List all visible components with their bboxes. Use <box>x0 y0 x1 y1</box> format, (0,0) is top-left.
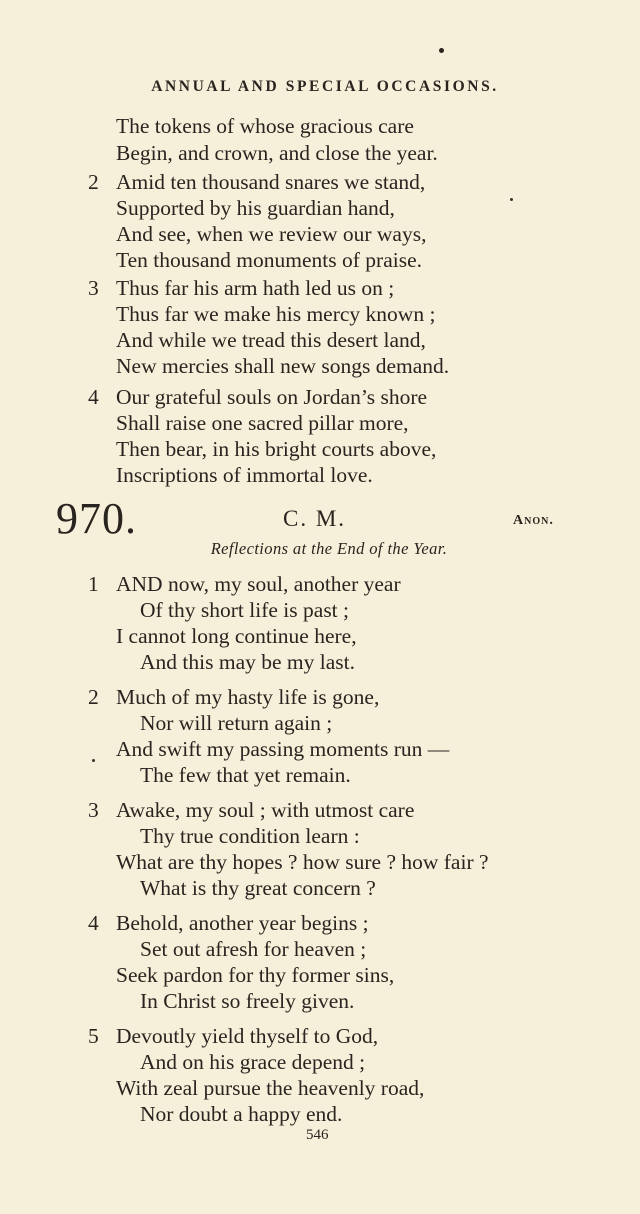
verse-line: Nor doubt a happy end. <box>140 1102 343 1126</box>
hymn-meter: C. M. <box>283 506 347 531</box>
verse-line: And swift my passing moments run — <box>116 737 450 761</box>
verse-line: And on his grace depend ; <box>140 1050 366 1074</box>
verse-line: What is thy great concern ? <box>140 876 376 900</box>
stanza-number: 4 <box>88 385 99 409</box>
verse-line: Thus far his arm hath led us on ; <box>116 276 395 300</box>
verse-line: I cannot long continue here, <box>116 624 357 648</box>
stanza-number: 3 <box>88 276 99 300</box>
verse-line: Much of my hasty life is gone, <box>116 685 380 709</box>
verse-line: And see, when we review our ways, <box>116 222 427 246</box>
verse-line: The tokens of whose gracious care <box>116 114 414 138</box>
verse-line: What are thy hopes ? how sure ? how fair ? <box>116 850 489 874</box>
verse-line: And while we tread this desert land, <box>116 328 426 352</box>
verse-line: New mercies shall new songs demand. <box>116 354 450 378</box>
stanza-number: 4 <box>88 911 99 935</box>
ink-dot <box>439 48 444 53</box>
verse-line: And this may be my last. <box>140 650 355 674</box>
hymn-title: Reflections at the End of the Year. <box>210 539 448 558</box>
ink-speck <box>510 198 513 201</box>
verse-line: Nor will return again ; <box>140 711 333 735</box>
verse-line: In Christ so freely given. <box>140 989 355 1013</box>
verse-line: Thus far we make his mercy known ; <box>116 302 436 326</box>
verse-line: Then bear, in his bright courts above, <box>116 437 437 461</box>
verse-line: Our grateful souls on Jordan’s shore <box>116 385 428 409</box>
verse-line: Set out afresh for heaven ; <box>140 937 367 961</box>
verse-line: The few that yet remain. <box>140 763 351 787</box>
verse-line: Behold, another year begins ; <box>116 911 369 935</box>
stanza-number: 1 <box>88 572 99 596</box>
verse-line: Shall raise one sacred pillar more, <box>116 411 409 435</box>
verse-line: Awake, my soul ; with utmost care <box>116 798 415 822</box>
ink-speck <box>92 759 95 762</box>
stanza-number: 2 <box>88 685 99 709</box>
running-header: ANNUAL AND SPECIAL OCCASIONS. <box>151 78 499 95</box>
verse-line: Devoutly yield thyself to God, <box>116 1024 379 1048</box>
verse-line: Begin, and crown, and close the year. <box>116 141 438 165</box>
stanza-number: 2 <box>88 170 99 194</box>
verse-line: Seek pardon for thy former sins, <box>116 963 395 987</box>
stanza-number: 5 <box>88 1024 99 1048</box>
page-number: 546 <box>306 1127 329 1143</box>
verse-line: Ten thousand monuments of praise. <box>116 248 423 272</box>
verse-line: Amid ten thousand snares we stand, <box>116 170 426 194</box>
stanza-number: 3 <box>88 798 99 822</box>
verse-line: AND now, my soul, another year <box>116 572 401 596</box>
verse-line: Of thy short life is past ; <box>140 598 350 622</box>
verse-line: Thy true condition learn : <box>140 824 360 848</box>
verse-line: With zeal pursue the heavenly road, <box>116 1076 425 1100</box>
hymn-number: 970. <box>56 494 137 543</box>
verse-line: Supported by his guardian hand, <box>116 196 395 220</box>
hymn-author: Anon. <box>513 513 554 528</box>
verse-line: Inscriptions of immortal love. <box>116 463 373 487</box>
